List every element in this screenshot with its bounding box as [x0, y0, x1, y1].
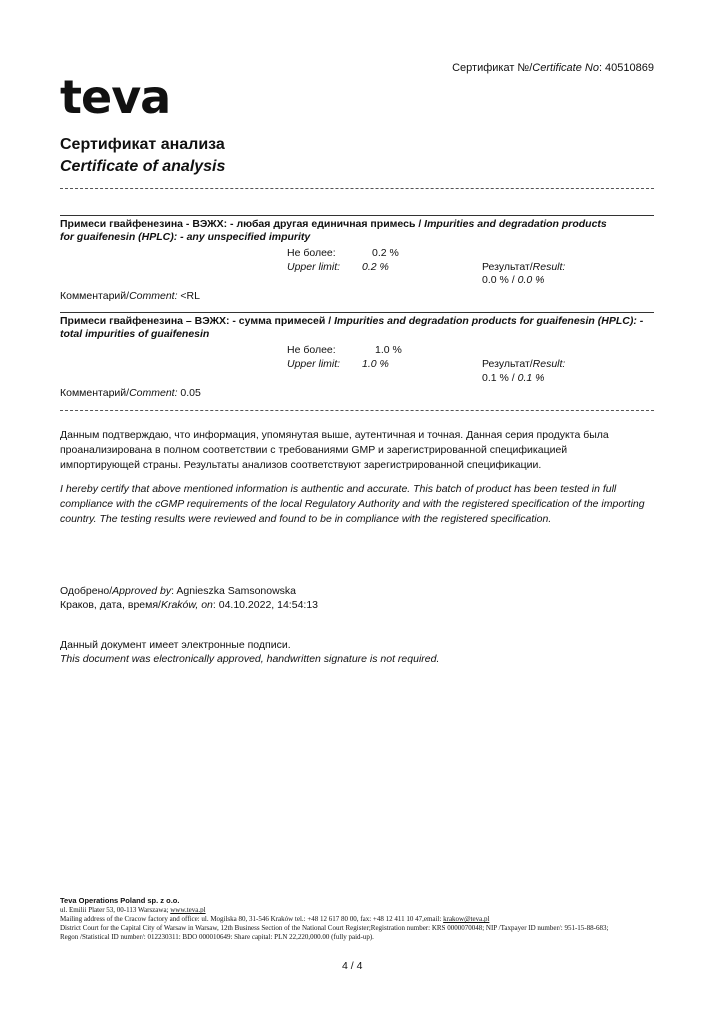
result-label — [482, 261, 565, 273]
result-value-en: 0.1 % — [517, 372, 545, 384]
result-value-ru: 0.0 % / — [482, 274, 518, 286]
place-date — [60, 598, 318, 612]
certificate-number — [452, 62, 654, 74]
esign-en: This document was electronically approved, handwritten signature is not required. — [60, 653, 440, 665]
comment — [60, 387, 201, 399]
cert-label-en: Certificate No — [532, 62, 599, 74]
certification-en: I hereby certify that above mentioned information is authentic and accurate. This batch of product has been tested in full compliance with the cGMP requirements of the local Regulatory Authority and with the registered specification of the importing country. The testing results were reviewed and found to be in compliance with the registered specification. — [60, 483, 645, 525]
section-heading — [60, 218, 620, 244]
limit-label-en: Upper limit: — [287, 358, 341, 370]
section-heading-ru: Примеси гвайфенезина – ВЭЖХ: - сумма примесей / — [60, 315, 332, 327]
certification-ru: Данным подтверждаю, что информация, упомянутая выше, аутентичная и точная. Данная серия продукта была проанализирована в полном соответствии с требованиями GMP и зарегистрированной спецификацией импортирующей страны. Результаты анализов соответствуют зарегистрированной спецификации. — [60, 429, 609, 471]
comment-label-en: Comment: — [129, 387, 178, 399]
section-heading — [60, 315, 650, 341]
footer-email-link[interactable]: krakow@teva.pl — [443, 915, 490, 923]
limit-label-en: Upper limit: — [287, 261, 341, 273]
place-label-ru: Краков, дата, время/ — [60, 599, 161, 611]
result-value-ru: 0.1 % / — [482, 372, 518, 384]
place-label-en: Kraków, on — [160, 599, 213, 611]
divider — [60, 312, 654, 313]
result-label-ru: Результат/ — [482, 358, 533, 370]
footer-mailing: Mailing address of the Cracow factory and office: ul. Mogilska 80, 31-546 Kraków tel.: +48 12 617 80 00, fax: +48 12 411 10 47,email: — [60, 915, 444, 923]
esign-ru: Данный документ имеет электронные подписи. — [60, 639, 291, 651]
footer-address: ul. Emilii Plater 53, 00-113 Warszawa; — [60, 906, 171, 914]
comment-label-ru: Комментарий/ — [60, 290, 130, 302]
page-title-ru: Сертификат анализа — [60, 136, 225, 153]
comment-label-en: Comment: — [129, 290, 178, 302]
limit-label-ru: Не более: — [287, 247, 336, 259]
result-value — [482, 274, 544, 286]
divider — [60, 215, 654, 216]
limit-label-ru: Не более: — [287, 344, 336, 356]
footer-company: Teva Operations Poland sp. z o.o. — [60, 896, 180, 905]
divider — [60, 410, 654, 411]
result-label-ru: Результат/ — [482, 261, 533, 273]
section-heading-en: Impurities and degradation products for guaifenesin (HPLC): - total impurities of guaifenesin — [60, 315, 644, 340]
approved-label-en: Approved by — [112, 585, 172, 597]
approved-value: : Agnieszka Samsonowska — [171, 585, 297, 597]
approved-by — [60, 584, 296, 598]
result-value-en: 0.0 % — [517, 274, 545, 286]
teva-logo: teva — [60, 70, 171, 124]
approved-label-ru: Одобрено/ — [60, 585, 113, 597]
footer — [60, 896, 620, 942]
comment-label-ru: Комментарий/ — [60, 387, 130, 399]
footer-line-1 — [60, 906, 620, 915]
section-heading-en: Impurities and degradation products for guaifenesin (HPLC): - any unspecified impurity — [60, 218, 607, 243]
cert-number-value: : 40510869 — [598, 62, 654, 74]
cert-label-ru: Сертификат №/ — [452, 62, 533, 74]
limit-value-en: 0.2 % — [362, 261, 389, 273]
footer-website-link[interactable]: www.teva.pl — [170, 906, 206, 914]
limit-value-en: 1.0 % — [362, 358, 389, 370]
place-value: : 04.10.2022, 14:54:13 — [212, 599, 318, 611]
limit-value-ru: 0.2 % — [372, 247, 399, 259]
footer-line-3: District Court for the Capital City of Warsaw in Warsaw, 12th Business Section of the National Court Register;Registration number: KRS 0000070048; NIP /Taxpayer ID number/: 951-15-88-683; Regon /Statistical ID number/: 012230311: BDO 000010649: Share capital: PLN 22,220,000.00 (fully paid-up). — [60, 924, 609, 941]
comment-value: 0.05 — [177, 387, 201, 399]
limit-value-ru: 1.0 % — [375, 344, 402, 356]
footer-line-2 — [60, 915, 620, 924]
section-heading-ru: Примеси гвайфенезина - ВЭЖХ: - любая другая единичная примесь / — [60, 218, 422, 230]
result-label-en: Result: — [532, 261, 566, 273]
page-title-en: Certificate of analysis — [60, 158, 226, 175]
comment — [60, 290, 200, 302]
divider — [60, 188, 654, 189]
page-number: 4 / 4 — [342, 960, 363, 972]
comment-value: <RL — [177, 290, 200, 302]
result-label — [482, 358, 565, 370]
result-value — [482, 372, 544, 384]
result-label-en: Result: — [532, 358, 566, 370]
